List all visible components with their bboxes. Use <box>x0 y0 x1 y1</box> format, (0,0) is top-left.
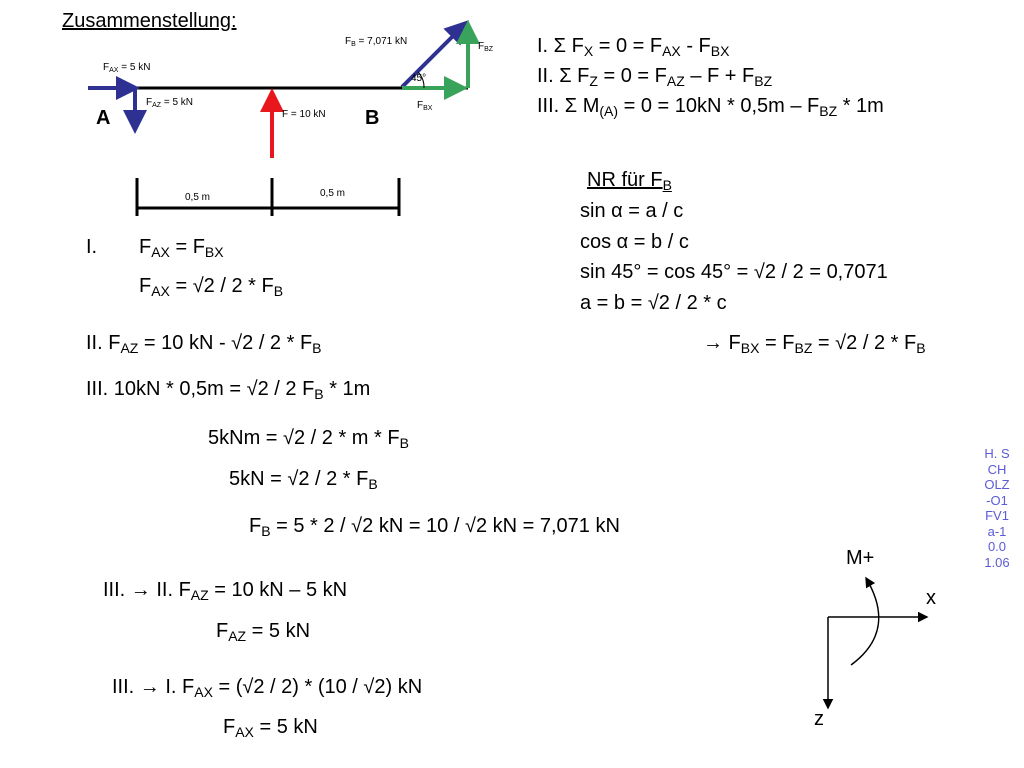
nr-line-3: sin 45° = cos 45° = √2 / 2 = 0,7071 <box>580 261 888 283</box>
page-title: Zusammenstellung: <box>62 10 237 32</box>
label-b: B <box>365 107 380 129</box>
faz-label: $F_{AZ} = 5$ kN <box>146 97 194 109</box>
nr-heading: NR für $F_B$ <box>587 169 672 193</box>
fax-label: $F_{AX} = 5$ kN <box>103 62 151 74</box>
solution-i-line-1: $F_{AX} = F_{BX}$ <box>139 236 224 260</box>
solution-line-7: III. → II. $F_{AZ} = 10$ kN – 5 kN <box>103 579 348 603</box>
x-axis-label: x <box>926 587 936 609</box>
dim-left-label: 0,5 m <box>185 192 211 203</box>
dim-right-label: 0,5 m <box>320 188 346 199</box>
equation-3: III. Σ $M_{(A)} = 0 = 10kN * 0,5m - F_{BZ} * 1m$ <box>537 95 884 119</box>
solution-ii: II. $F_{AZ} = 10$ kN - $√2 / 2 * F_B$ <box>86 332 322 356</box>
nr-result: → $F_{BX} = F_{BZ} = √2 / 2 * F_B$ <box>703 332 926 356</box>
equation-2: II. Σ $F_Z = 0 = F_{AZ} - F + F_{BZ}$ <box>537 65 773 89</box>
solution-line-8: $F_{AZ} = 5$ kN <box>216 620 311 644</box>
solution-line-6: $F_B = 5 * 2 / √2$ kN = 10 / √2 kN = 7,071 kN <box>249 515 620 539</box>
label-a: A <box>96 107 111 129</box>
fb-label: $F_B = 7,071$ kN <box>345 36 408 48</box>
fbx-label: $F_{BX}$ <box>417 100 433 112</box>
equation-1: I. Σ $F_X = 0 = F_{AX} - F_{BX}$ <box>537 35 730 59</box>
moment-arrow <box>851 578 879 665</box>
nr-line-1: sin α = a / c <box>580 200 684 222</box>
solution-line-5: $5kN = √2 / 2 * F_B$ <box>229 468 378 492</box>
solution-i-label: I. <box>86 236 98 258</box>
solution-line-4: $5kNm = √2 / 2 * m * F_B$ <box>208 427 409 451</box>
moment-label: M+ <box>846 547 875 569</box>
solution-iii: III. 10kN * 0,5m = √2 / 2 $F_B * 1m$ <box>86 378 371 402</box>
f-label: F = 10 kN <box>282 109 326 120</box>
vertical-footer-text: H. SCHOLZ-O1FV1a-10.01.06 <box>984 446 1010 570</box>
z-axis-label: z <box>814 708 824 730</box>
solution-i-line-2: $F_{AX} = √2 / 2 * F_B$ <box>139 275 284 299</box>
nr-line-2: cos α = b / c <box>580 231 689 253</box>
solution-line-9: III. → I. $F_{AX} = (√2 / 2) * (10 / √2)$ kN <box>112 676 423 700</box>
solution-line-10: $F_{AX} = 5$ kN <box>223 716 318 740</box>
fbz-label: $F_{BZ}$ <box>478 41 494 53</box>
nr-line-4: a = b = √2 / 2 * c <box>580 292 727 314</box>
angle-label: 45° <box>411 73 427 84</box>
